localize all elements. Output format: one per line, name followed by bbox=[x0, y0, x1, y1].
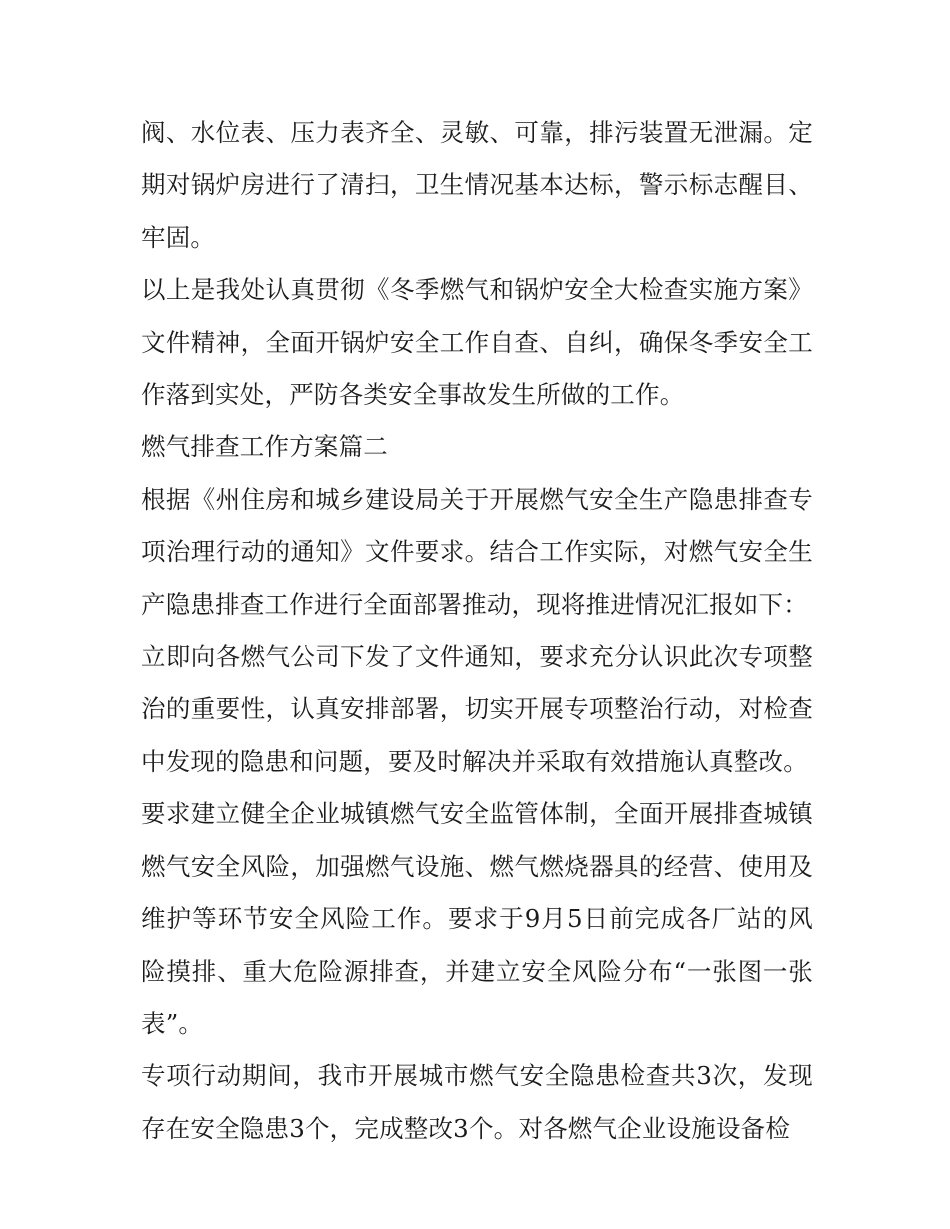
section-heading: 燃气排查工作方案篇二 bbox=[141, 432, 388, 462]
paragraph-notice: 立即向各燃气公司下发了文件通知，要求充分认识此次专项整治的重要性，认真安排部署，切实开展专项整治行动，对检查中发现的隐患和问题，要及时解决并采取有效措施认真整改。 bbox=[141, 642, 813, 776]
paragraph-requirements: 要求建立健全企业城镇燃气安全监管体制，全面开展排查城镇燃气安全风险，加强燃气设施、燃气燃烧器具的经营、使用及维护等环节安全风险工作。要求于9月5日前完成各厂站的风险摸排、重大危险源排查，并建立安全风险分布“一张图一张表”。 bbox=[141, 799, 813, 1038]
paragraph-summary: 以上是我处认真贯彻《冬季燃气和锅炉安全大检查实施方案》文件精神，全面开锅炉安全工作自查、自纠，确保冬季安全工作落到实处，严防各类安全事故发生所做的工作。 bbox=[141, 275, 813, 410]
paragraph-inspection-results: 专项行动期间，我市开展城市燃气安全隐患检查共3次，发现存在安全隐患3个，完成整改3个。对各燃气企业设施设备检 bbox=[141, 1061, 813, 1143]
paragraph-basis: 根据《州住房和城乡建设局关于开展燃气安全生产隐患排查专项治理行动的通知》文件要求。结合工作实际，对燃气安全生产隐患排查工作进行全面部署推动，现将推进情况汇报如下： bbox=[141, 484, 813, 619]
document-body bbox=[141, 107, 813, 1155]
paragraph-boiler-inspection: 阀、水位表、压力表齐全、灵敏、可靠，排污装置无泄漏。定期对锅炉房进行了清扫，卫生情况基本达标，警示标志醒目、牢固。 bbox=[141, 118, 813, 252]
